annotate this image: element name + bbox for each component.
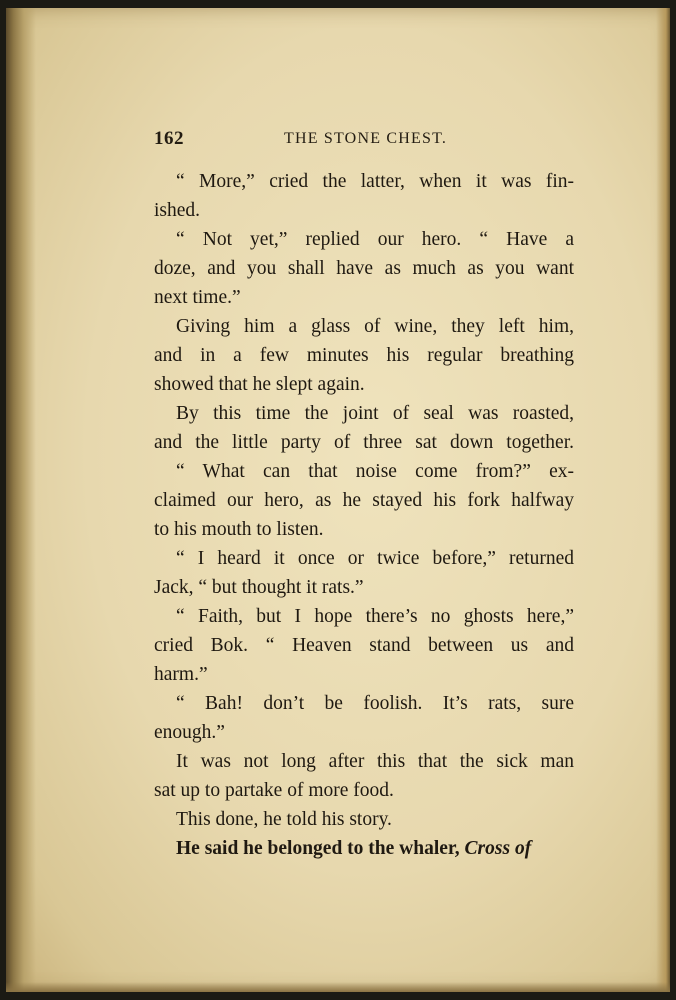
text-line: “ More,” cried the latter, when it was fin- — [176, 171, 574, 192]
text-line: Giving him a glass of wine, they left him, — [176, 316, 574, 337]
text-line: “ What can that noise come from?” ex- — [176, 461, 574, 482]
page-header — [154, 128, 574, 154]
text-line: next time.” — [154, 287, 241, 308]
text-line: cried Bok. “ Heaven stand between us and — [154, 635, 574, 656]
page-right-edge — [656, 8, 670, 992]
text-line: doze, and you shall have as much as you want — [154, 258, 574, 279]
page-bottom-edge — [6, 982, 670, 992]
text-line: ished. — [154, 200, 201, 221]
body-text — [154, 167, 574, 863]
text-line: Jack, “ but thought it rats.” — [154, 577, 364, 598]
ship-name: Cross of — [464, 838, 532, 859]
text-line: sat up to partake of more food. — [154, 780, 394, 801]
text-line: “ I heard it once or twice before,” returned — [176, 548, 574, 569]
text-line: “ Faith, but I hope there’s no ghosts here,” — [176, 606, 574, 627]
text-line: This done, he told his story. — [176, 809, 392, 830]
text-line: to his mouth to listen. — [154, 519, 324, 540]
text-line: It was not long after this that the sick man — [176, 751, 574, 772]
running-title: THE STONE CHEST. — [284, 130, 448, 147]
text-line: “ Bah! don’t be foolish. It’s rats, sure — [176, 693, 574, 714]
text-line: By this time the joint of seal was roasted, — [176, 403, 574, 424]
page-number: 162 — [154, 128, 184, 149]
text-line: and the little party of three sat down together. — [154, 432, 574, 453]
text-line: and in a few minutes his regular breathing — [154, 345, 574, 366]
text-line: showed that he slept again. — [154, 374, 365, 395]
last-line-text: He said he belonged to the whaler, — [176, 838, 460, 859]
text-line-last — [154, 834, 574, 863]
text-line: harm.” — [154, 664, 208, 685]
book-binding-edge — [6, 8, 36, 992]
text-line: claimed our hero, as he stayed his fork halfway — [154, 490, 574, 511]
text-line: “ Not yet,” replied our hero. “ Have a — [176, 229, 574, 250]
text-line: enough.” — [154, 722, 225, 743]
